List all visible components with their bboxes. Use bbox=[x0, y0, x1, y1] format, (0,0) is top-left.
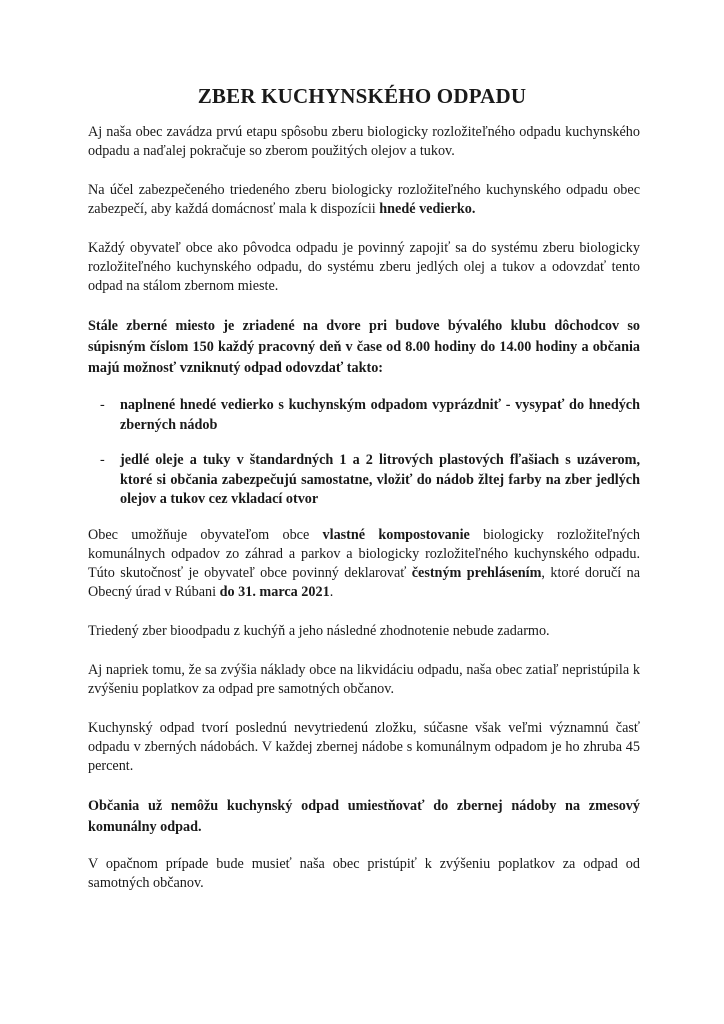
list-item-text: naplnené hnedé vedierko s kuchynským odpadom vyprázdniť - vysypať do hnedých zberných nádob bbox=[120, 397, 640, 433]
list-item bbox=[88, 396, 640, 435]
composting-text-1: Obec umožňuje obyvateľom obce bbox=[88, 526, 323, 543]
paragraph-costs: Aj napriek tomu, že sa zvýšia náklady obce na likvidáciu odpadu, naša obec zatiaľ nepristúpila k zvýšeniu poplatkov za odpad pre samotných občanov. bbox=[88, 661, 640, 697]
list-item bbox=[88, 451, 640, 510]
composting-text-2: biologicky rozložiteľných komunálnych odpadov zo záhrad a parkov a biologicky rozložiteľného kuchynského odpadu. Túto skutočnosť je obyvateľ obce povinný deklarovať bbox=[88, 526, 640, 581]
paragraph-prohibition: Občania už nemôžu kuchynský odpad umiestňovať do zbernej nádoby na zmesový komunálny odpad. bbox=[88, 797, 640, 835]
paragraph-intro: Aj naša obec zavádza prvú etapu spôsobu zberu biologicky rozložiteľného odpadu kuchynského odpadu a naďalej pokračuje so zberom použitých olejov a tukov. bbox=[88, 124, 640, 159]
paragraph-obligation: Každý obyvateľ obce ako pôvodca odpadu je povinný zapojiť sa do systému zberu biologicky rozložiteľného kuchynského odpadu, do systému zberu jedlých olej a tukov a odovzdať tento odpad na stálom zbernom mieste. bbox=[88, 240, 640, 294]
paragraph-bucket-text: Na účel zabezpečeného triedeného zberu biologicky rozložiteľného kuchynského odpadu obec zabezpečí, aby každá domácnosť mala k dispozícii bbox=[88, 182, 640, 217]
composting-highlight-1: vlastné kompostovanie bbox=[322, 526, 470, 543]
list-item-text: jedlé oleje a tuky v štandardných 1 a 2 litrových plastových fľašiach s uzáverom, ktoré si občania zabezpečujú samostatne, vložiť do nádob žltej farby na zber jedlých olejov a tukov cez vkladací otvor bbox=[120, 452, 640, 507]
paragraph-bucket-highlight: hnedé vedierko. bbox=[379, 201, 476, 217]
composting-deadline: do 31. marca 2021 bbox=[219, 583, 330, 600]
composting-highlight-2: čestným prehlásením bbox=[411, 564, 542, 581]
composting-text-4: . bbox=[329, 583, 334, 600]
list-dash: - bbox=[100, 397, 105, 413]
list-dash: - bbox=[100, 452, 105, 468]
instruction-list bbox=[88, 396, 640, 510]
paragraph-collection-point: Stále zberné miesto je zriadené na dvore pri budove bývalého klubu dôchodcov so súpisným číslom 150 každý pracovný deň v čase od 8.00 hodiny do 14.00 hodiny a občania majú možnosť vzniknutý odpad odovzdať takto: bbox=[88, 318, 640, 376]
paragraph-consequence: V opačnom prípade bude musieť naša obec pristúpiť k zvýšeniu poplatkov za odpad od samotných občanov. bbox=[88, 855, 640, 891]
composting-text-3: , ktoré doručí na Obecný úrad v Rúbani bbox=[88, 564, 640, 600]
paragraph-composting bbox=[88, 526, 640, 602]
paragraph-bucket bbox=[88, 181, 640, 219]
paragraph-share: Kuchynský odpad tvorí poslednú nevytriedenú zložku, súčasne však veľmi významnú časť odpadu v zberných nádobách. V každej zbernej nádobe s komunálnym odpadom je ho zhruba 45 percent. bbox=[88, 719, 640, 774]
document-body bbox=[88, 123, 640, 913]
paragraph-not-free: Triedený zber bioodpadu z kuchýň a jeho následné zhodnotenie nebude zadarmo. bbox=[88, 622, 550, 639]
document-title: ZBER KUCHYNSKÉHO ODPADU bbox=[197, 84, 527, 108]
